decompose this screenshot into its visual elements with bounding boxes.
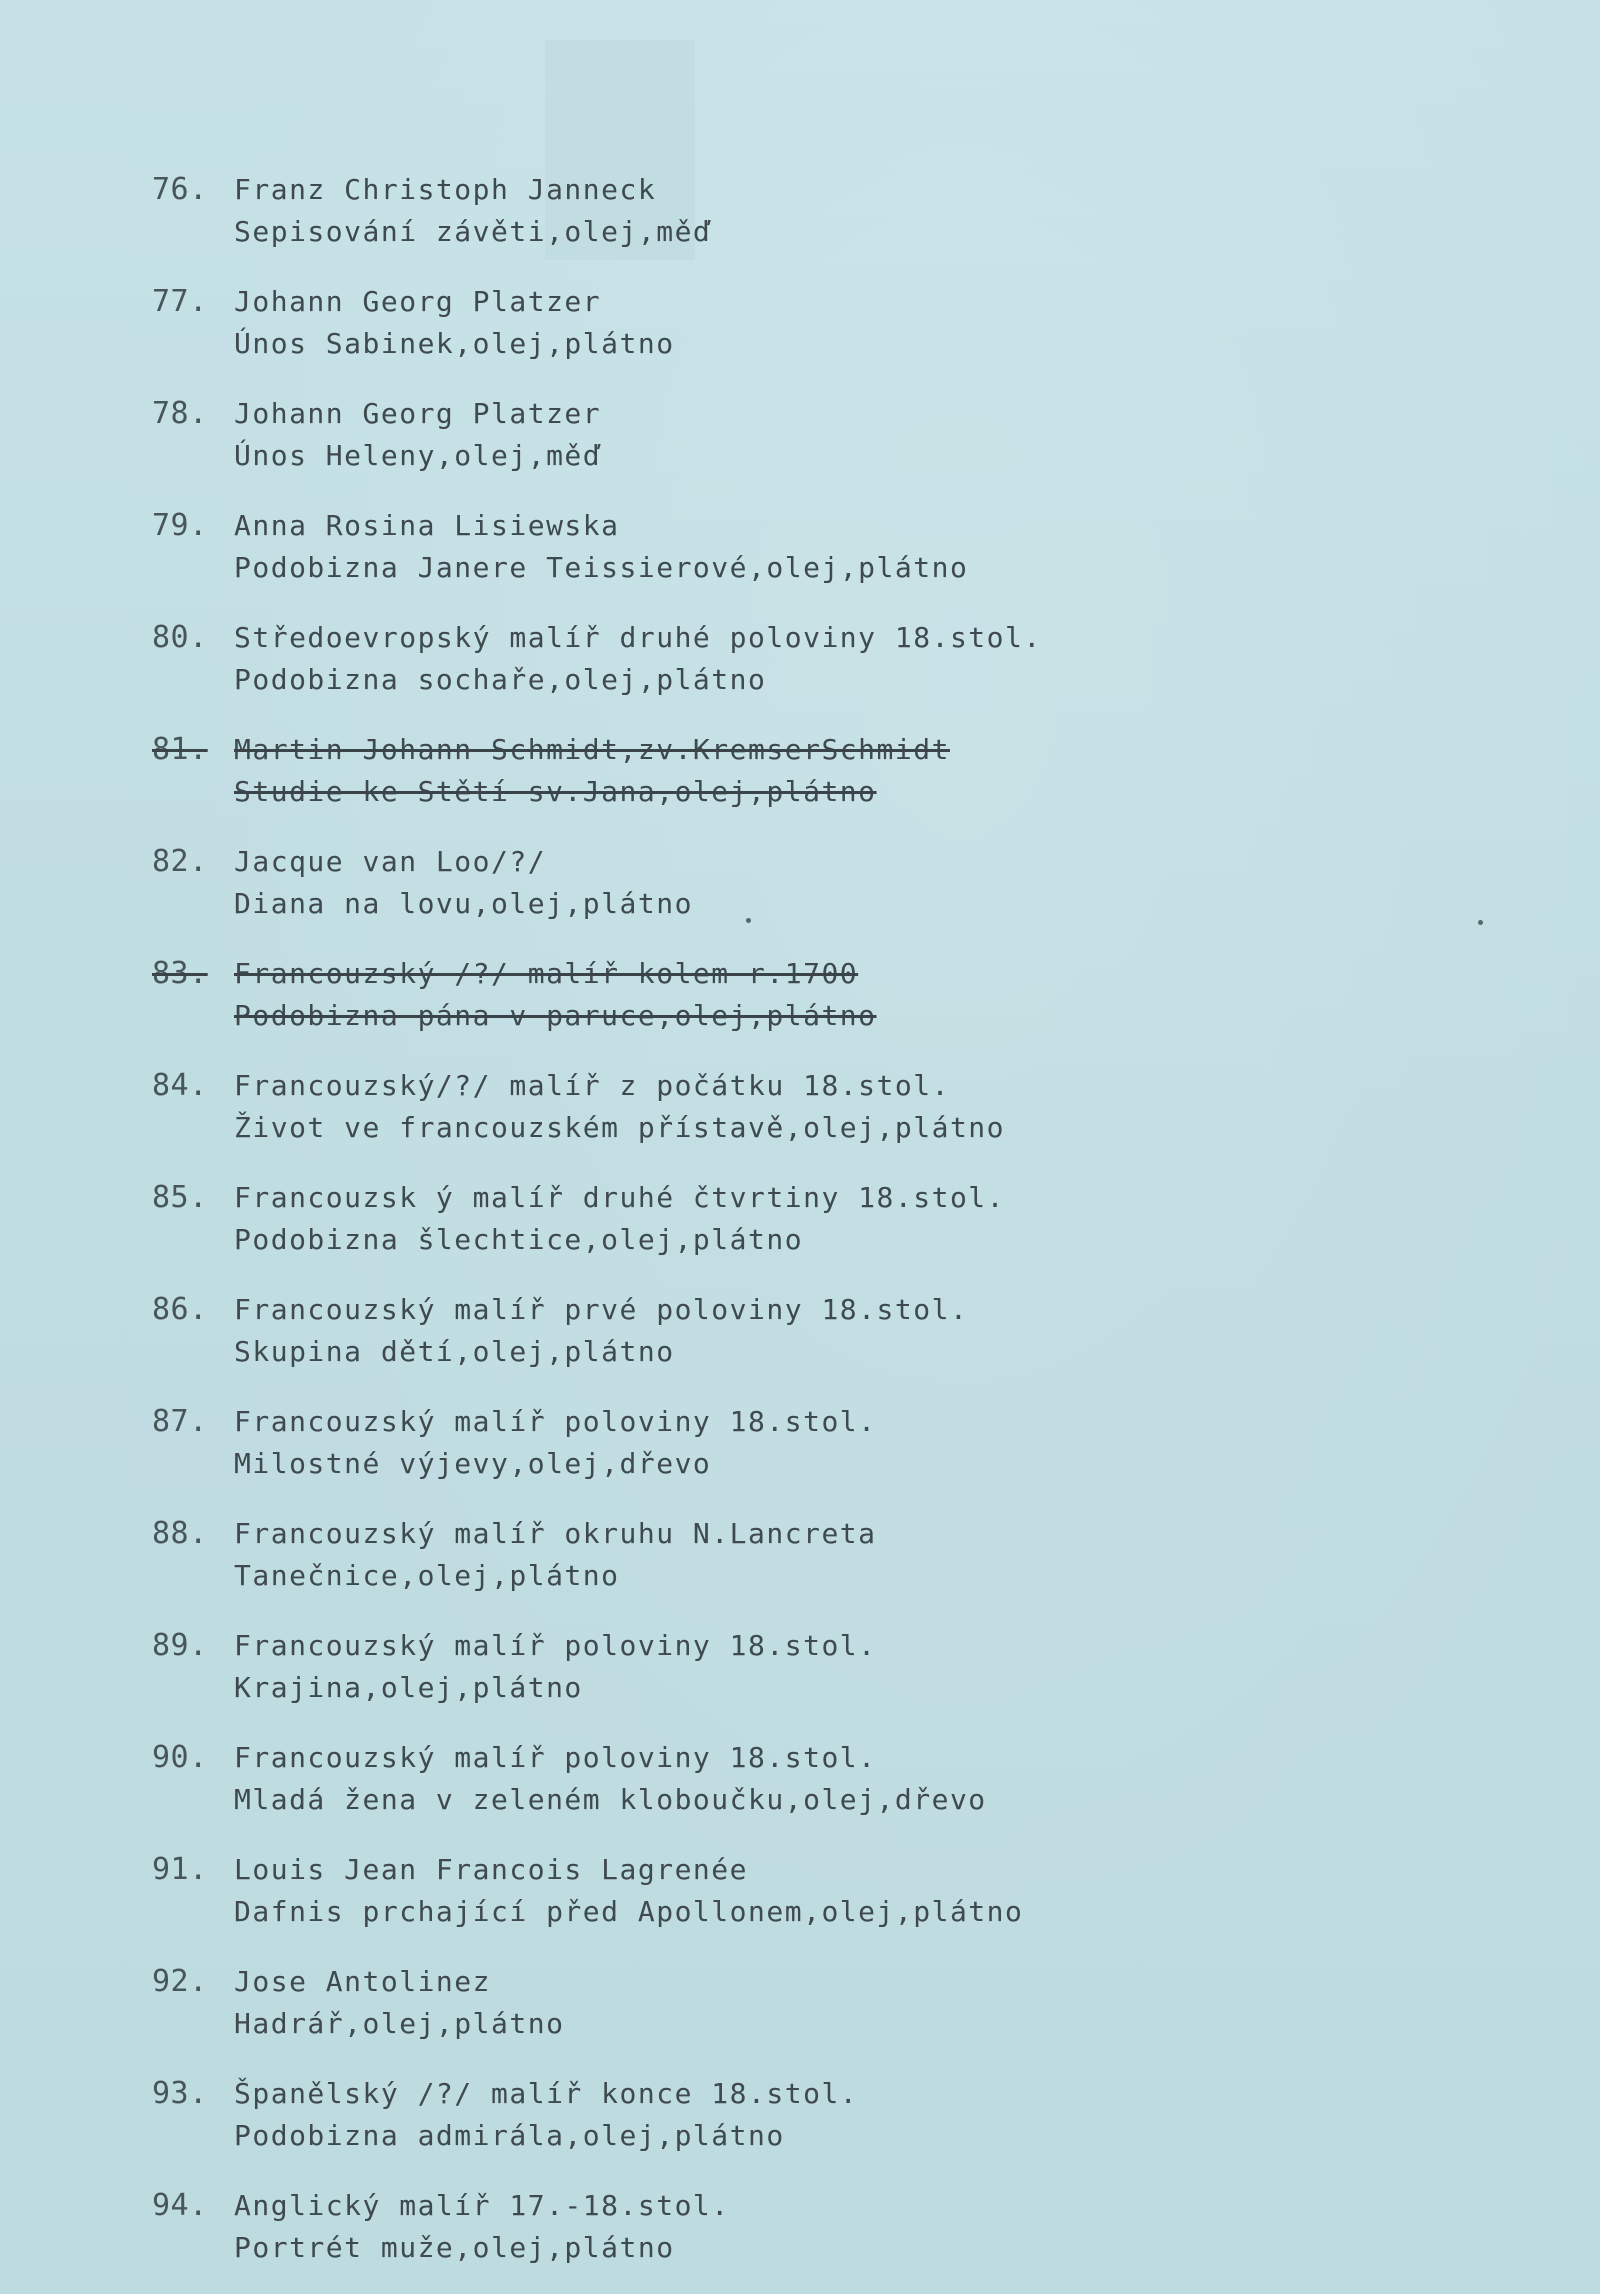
item-number: 90.	[152, 1740, 208, 1775]
list-item	[152, 1402, 1412, 1514]
item-number: 87.	[152, 1404, 208, 1439]
item-artist: Francouzský malíř prvé poloviny 18.stol.	[234, 1293, 969, 1326]
item-artist: Johann Georg Platzer	[234, 285, 602, 318]
ink-speck	[1478, 920, 1483, 925]
item-artist: Louis Jean Francois Lagrenée	[234, 1853, 749, 1886]
list-item	[152, 506, 1412, 618]
item-work: Mladá žena v zeleném kloboučku,olej,dřevo	[234, 1783, 987, 1816]
item-number: 78.	[152, 396, 208, 431]
painting-list	[152, 170, 1412, 2294]
item-artist: Franz Christoph Janneck	[234, 173, 657, 206]
item-number: 89.	[152, 1628, 208, 1663]
item-work: Podobizna sochaře,olej,plátno	[234, 663, 767, 696]
list-item	[152, 1850, 1412, 1962]
list-item	[152, 394, 1412, 506]
list-item	[152, 170, 1412, 282]
item-number: 92.	[152, 1964, 208, 1999]
list-item	[152, 1626, 1412, 1738]
list-item-struck	[152, 954, 1412, 1066]
item-work: Dafnis prchající před Apollonem,olej,plátno	[234, 1895, 1024, 1928]
list-item	[152, 842, 1412, 954]
item-artist: Francouzský malíř okruhu N.Lancreta	[234, 1517, 877, 1550]
list-item	[152, 1290, 1412, 1402]
item-number: 84.	[152, 1068, 208, 1103]
list-item	[152, 1738, 1412, 1850]
list-item	[152, 1514, 1412, 1626]
item-number: 81.	[152, 732, 208, 767]
item-work: Únos Sabinek,olej,plátno	[234, 327, 675, 360]
list-item	[152, 1962, 1412, 2074]
item-artist: Francouzsk ý malíř druhé čtvrtiny 18.stol.	[234, 1181, 1006, 1214]
item-artist: Johann Georg Platzer	[234, 397, 602, 430]
item-work: Život ve francouzském přístavě,olej,plátno	[234, 1111, 1006, 1144]
item-artist: Anna Rosina Lisiewska	[234, 509, 620, 542]
item-artist: Středoevropský malíř druhé poloviny 18.stol.	[234, 621, 1042, 654]
item-number: 85.	[152, 1180, 208, 1215]
item-number: 93.	[152, 2076, 208, 2111]
item-artist: Francouzský malíř poloviny 18.stol.	[234, 1405, 877, 1438]
item-artist: Jose Antolinez	[234, 1965, 492, 1998]
list-item	[152, 618, 1412, 730]
item-number: 86.	[152, 1292, 208, 1327]
item-work: Portrét muže,olej,plátno	[234, 2231, 675, 2264]
item-number: 83.	[152, 956, 208, 991]
item-work: Podobizna šlechtice,olej,plátno	[234, 1223, 804, 1256]
item-number: 88.	[152, 1516, 208, 1551]
item-artist: Martin Johann Schmidt,zv.KremserSchmidt	[234, 733, 950, 766]
list-item	[152, 282, 1412, 394]
list-item-struck	[152, 730, 1412, 842]
list-item	[152, 1066, 1412, 1178]
item-work: Sepisování závěti,olej,měď	[234, 215, 712, 248]
item-work: Studie ke Stětí sv.Jana,olej,plátno	[234, 775, 877, 808]
item-number: 91.	[152, 1852, 208, 1887]
list-item	[152, 2074, 1412, 2186]
item-number: 76.	[152, 172, 208, 207]
item-number: 77.	[152, 284, 208, 319]
item-artist: Francouzský malíř poloviny 18.stol.	[234, 1741, 877, 1774]
item-number: 80.	[152, 620, 208, 655]
item-number: 79.	[152, 508, 208, 543]
item-number: 82.	[152, 844, 208, 879]
item-work: Podobizna pána v paruce,olej,plátno	[234, 999, 877, 1032]
item-work: Hadrář,olej,plátno	[234, 2007, 565, 2040]
item-artist: Jacque van Loo/?/	[234, 845, 547, 878]
item-artist: Francouzský/?/ malíř z počátku 18.stol.	[234, 1069, 950, 1102]
item-artist: Francouzský /?/ malíř kolem r.1700	[234, 957, 859, 990]
item-work: Milostné výjevy,olej,dřevo	[234, 1447, 712, 1480]
item-artist: Anglický malíř 17.-18.stol.	[234, 2189, 730, 2222]
item-work: Skupina dětí,olej,plátno	[234, 1335, 675, 1368]
item-work: Krajina,olej,plátno	[234, 1671, 583, 1704]
item-artist: Španělský /?/ malíř konce 18.stol.	[234, 2077, 859, 2110]
list-item	[152, 2186, 1412, 2294]
item-artist: Francouzský malíř poloviny 18.stol.	[234, 1629, 877, 1662]
item-work: Podobizna Janere Teissierové,olej,plátno	[234, 551, 969, 584]
item-work: Únos Heleny,olej,měď	[234, 439, 602, 472]
item-number: 94.	[152, 2188, 208, 2223]
item-work: Diana na lovu,olej,plátno	[234, 887, 693, 920]
list-item	[152, 1178, 1412, 1290]
item-work: Tanečnice,olej,plátno	[234, 1559, 620, 1592]
item-work: Podobizna admirála,olej,plátno	[234, 2119, 785, 2152]
